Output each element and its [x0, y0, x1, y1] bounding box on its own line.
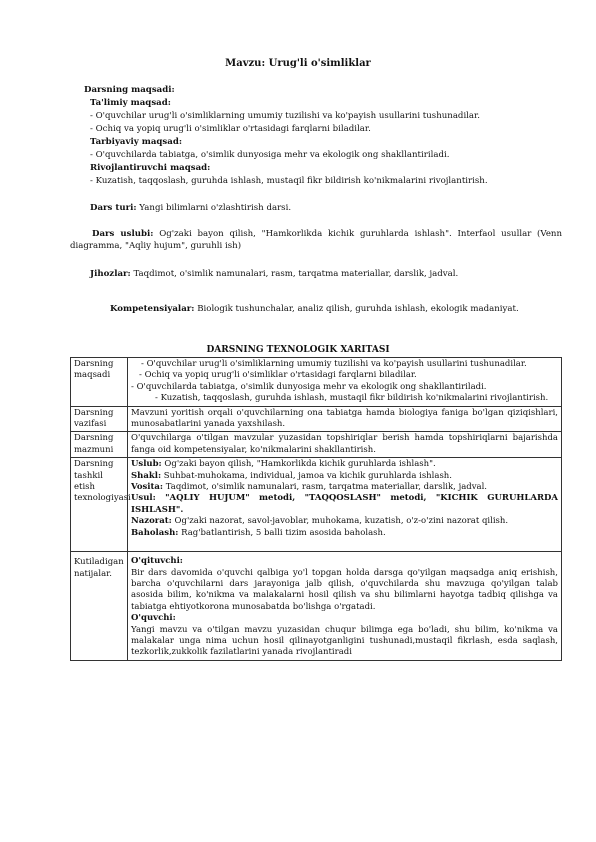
row-header: Darsning mazmuni [71, 432, 128, 458]
student-label: O'quvchi: [131, 613, 176, 624]
edu-goal-heading: Ta'limiy maqsad: [90, 98, 171, 108]
teacher-text: Bir dars davomida o'quvchi qalbiga yo'l topgan holda darsga qo'yilgan maqsadga aniq erishish, barcha o'quvchilarni dars jarayoniga jalb qilish, o'quvchilarda shu mavzuga qo'yilgan talab asosida bilim, ko'nikma va malakalarni hosil qilish va shu bilimlarni hayotga tadbiq qilishga va tabiatga ehtiyotkorona munosabatda bo'lishga o'rgatadi. [131, 567, 558, 612]
style-label: Uslub: [131, 459, 162, 470]
goals-heading: Darsning maqsadi: [84, 85, 175, 95]
row-header: Kutiladigan natijalar. [71, 552, 128, 661]
row-line: - Kuzatish, taqqoslash, guruhda ishlash, mustaqil fikr bildirish ko'nikmalarini rivojlantirish. [155, 393, 549, 404]
grade-value: Rag'batlantirish, 5 balli tizim asosida baholash. [178, 527, 386, 538]
control-label: Nazorat: [131, 516, 172, 527]
grade-label: Baholash: [131, 527, 179, 538]
row-content: O'quvchilarga o'tilgan mavzular yuzasidan topshiriqlar berish hamda topshiriqlarni bajarishda fanga oid kompetensiyalar, ko'nikmalarini shakllantirish. [128, 432, 562, 458]
equipment-label: Jihozlar: [90, 269, 131, 279]
dev-goal-item: - O'quvchilarda tabiatga, o'simlik dunyosiga mehr va ekologik ong shakllantiriladi. [90, 150, 450, 160]
competencies-label: Kompetensiyalar: [110, 304, 195, 314]
lesson-type-value: Yangi bilimlarni o'zlashtirish darsi. [136, 203, 292, 213]
lesson-type-label: Dars turi: [90, 203, 137, 213]
competencies [70, 303, 562, 315]
teacher-label: O'qituvchi: [131, 556, 183, 567]
lesson-style [70, 228, 562, 252]
means-value: Taqdimot, o'simlik namunalari, rasm, tarqatma materiallar, darslik, jadval. [163, 482, 488, 493]
row-content [128, 552, 562, 661]
table-row [71, 458, 562, 552]
row-line: - O'quvchilarda tabiatga, o'simlik dunyosiga mehr va ekologik ong shakllantiriladi. [131, 381, 487, 392]
form-label: Shakl: [131, 470, 162, 481]
row-content [128, 358, 562, 407]
table-row [71, 552, 562, 661]
control-value: Og'zaki nazorat, savol-javoblar, muhokama, kuzatish, o'z-o'zini nazorat qilish. [171, 516, 509, 527]
row-content [128, 458, 562, 552]
equipment [90, 268, 458, 280]
form-value: Suhbat-muhokama, individual, jamoa va kichik guruhlarda ishlash. [161, 470, 452, 481]
grow-goal-heading: Rivojlantiruvchi maqsad: [90, 163, 211, 173]
means-label: Vosita: [131, 482, 164, 493]
row-header: Darsning vazifasi [71, 406, 128, 432]
row-content: Mavzuni yoritish orqali o'quvchilarning ona tabiatga hamda biologiya faniga bo'lgan qiziqishlari, munosabatlarini yanada yaxshilash. [128, 406, 562, 432]
competencies-value: Biologik tushunchalar, analiz qilish, guruhda ishlash, ekologik madaniyat. [194, 304, 519, 314]
student-text: Yangi mavzu va o'tilgan mavzu yuzasidan chuqur bilimga ega bo'ladi, shu bilim, ko'nikma va malakalar unga nima uchun hosil qilinayotganligini tushunadi,mustaqil fikrlash, esda saqlash, tezkorlik,zukkolik fazilatlarini yanada rivojlantiradi [131, 624, 558, 658]
lesson-type [90, 202, 291, 214]
method-text: Usul: "AQLIY HUJUM" metodi, "TAQQOSLASH" metodi, "KICHIK GURUHLARDA ISHLASH". [131, 493, 558, 515]
equipment-value: Taqdimot, o'simlik namunalari, rasm, tarqatma materiallar, darslik, jadval. [130, 269, 459, 279]
table-row [71, 406, 562, 432]
page-title: Mavzu: Urug'li o'simliklar [225, 58, 371, 69]
style-value: Og'zaki bayon qilish, "Hamkorlikda kichik guruhlarda ishlash". [161, 459, 436, 470]
dev-goal-heading: Tarbiyaviy maqsad: [90, 137, 183, 147]
table-row [71, 432, 562, 458]
lesson-style-value: Og'zaki bayon qilish, "Hamkorlikda kichik guruhlarda ishlash". Interfaol usullar (Venn diagramma, "Aqliy hujum", guruhli ish) [70, 229, 562, 251]
row-line: - O'quvchilar urug'li o'simliklarning umumiy tuzilishi va ko'payish usullarini tushunadilar. [141, 359, 527, 369]
tech-map-table [70, 357, 562, 661]
row-line: - Ochiq va yopiq urug'li o'simliklar o'rtasidagi farqlarni biladilar. [139, 370, 417, 381]
row-header: Darsning maqsadi [71, 358, 128, 407]
table-title: DARSNING TEXNOLOGIK XARITASI [206, 345, 390, 355]
edu-goal-item: - O'quvchilar urug'li o'simliklarning umumiy tuzilishi va ko'payish usullarini tushunadilar. [90, 111, 480, 121]
row-header: Darsning tashkil etish texnologiyasi [71, 458, 128, 552]
grow-goal-item: - Kuzatish, taqqoslash, guruhda ishlash, mustaqil fikr bildirish ko'nikmalarini rivojlantirish. [90, 176, 488, 186]
edu-goal-item: - Ochiq va yopiq urug'li o'simliklar o'rtasidagi farqlarni biladilar. [90, 124, 371, 134]
lesson-style-label: Dars uslubi: [92, 229, 154, 239]
table-row [71, 358, 562, 407]
